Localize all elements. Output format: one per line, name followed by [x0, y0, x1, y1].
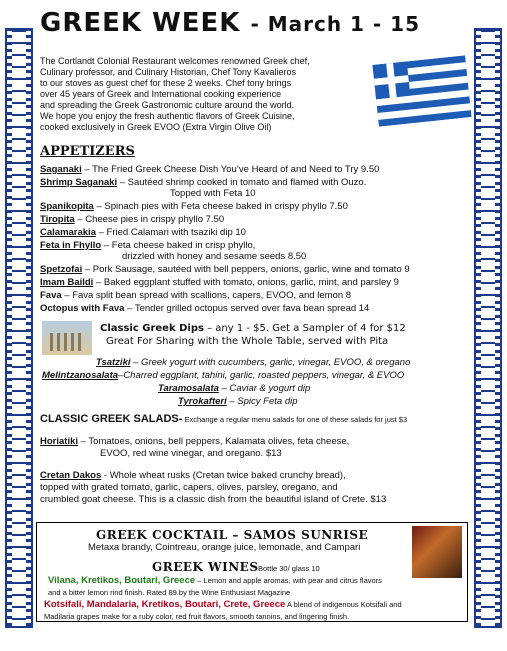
menu-item: Octopus with Fava – Tender grilled octopus served over fava bean spread 14	[40, 303, 370, 314]
salads-heading: CLASSIC GREEK SALADS- Exchange a regular menu salads for one of these salads for just $3	[40, 413, 408, 425]
wines-price: Bottle 30/ glass 10	[258, 564, 320, 573]
menu-item-cont: Topped with Feta 10	[170, 188, 256, 199]
dips-header: Classic Greek Dips – any 1 - $5. Get a Sampler of 4 for $12 Great For Sharing with the Whole Table, served with Pita	[100, 323, 406, 347]
dip-item: Tyrokafteri – Spicy Feta dip	[178, 396, 298, 407]
menu-item: Saganaki – The Fried Greek Cheese Dish You’ve Heard of and Need to Try 9.50	[40, 164, 380, 175]
salad-item: Horiatiki – Tomatoes, onions, bell peppers, Kalamata olives, feta cheese,	[40, 436, 350, 447]
dip-item: Taramosalata – Caviar & yogurt dip	[158, 383, 311, 394]
dip-item: Tsatziki – Greek yogurt with cucumbers, garlic, vinegar, EVOO, & oregano	[96, 357, 411, 368]
dip-item: Melintzanosalata–Charred eggplant, tahini, garlic, roasted peppers, vinegar, & EVOO	[42, 370, 405, 381]
wines-title: GREEK WINES	[152, 560, 259, 574]
date-range: - March 1 - 15	[250, 12, 420, 36]
greek-flag-image	[369, 55, 475, 127]
menu-item: Spanikopita – Spinach pies with Feta cheese baked in crispy phyllo 7.50	[40, 201, 348, 212]
intro-paragraph: The Cortlandt Colonial Restaurant welcomes renowned Greek chef, Culinary professor, and Culinary Historian, Chef Tony Kavalieros to our stoves as guest chef for these 2 weeks. Chef tony brings over 45 years of Greek and International cooking experience and spreading the Greek Gastronomic culture around the world. We hope you enjoy the fresh authentic flavors of Greek Cuisine, cooked exclusively in Greek EVOO (Extra Virgin Olive Oil)	[40, 56, 310, 132]
cocktail-photo	[412, 526, 462, 578]
salad-item-cont: topped with grated tomato, garlic, capers, olives, parsley, oregano, and	[40, 482, 338, 493]
page-title: GREEK WEEK - March 1 - 15	[40, 8, 420, 38]
red-wine: Kotsifali, Mandalaria, Kretikos, Boutari, Crete, Greece A blend of indigenous Kotsifali and	[44, 599, 402, 610]
parthenon-image	[42, 321, 92, 355]
red-wine-cont: Madilaria grapes make for a ruby color, red fruit flavors, smooth tannins, and lingering finish.	[44, 612, 350, 621]
salad-item: Cretan Dakos - Whole wheat rusks (Cretan twice baked crunchy bread),	[40, 470, 346, 481]
menu-item: Calamarakia – Fried Calamari with tsaziki dip 10	[40, 227, 246, 238]
menu-item: Spetzofai – Pork Sausage, sautéed with bell peppers, onions, garlic, wine and tomato 9	[40, 264, 410, 275]
salad-item-cont: crumbled goat cheese. This is a classic dish from the beautiful island of Crete. $13	[40, 494, 387, 505]
menu-item: Feta in Fhyllo – Feta cheese baked in crisp phyllo,	[40, 240, 256, 251]
white-wine: Vilana, Kretikos, Boutari, Greece – Lemon and apple aromas, with pear and citrus flavors	[48, 575, 382, 586]
appetizers-heading: APPETIZERS	[40, 144, 135, 159]
white-wine-cont: and a bitter lemon rind finish. Rated 89 by the Wine Enthusiast Magazine	[48, 588, 291, 597]
salad-item-cont: EVOO, red wine vinegar, and oregano. $13	[100, 448, 282, 459]
cocktail-title: GREEK COCKTAIL – SAMOS SUNRISE	[96, 528, 369, 542]
menu-item: Imam Baildi – Baked eggplant stuffed with tomato, onions, garlic, mint, and parsley 9	[40, 277, 399, 288]
greek-key-border-right	[474, 28, 502, 628]
greek-key-border-left	[5, 28, 33, 628]
menu-item: Tiropita – Cheese pies in crispy phyllo 7.50	[40, 214, 225, 225]
menu-item: Shrimp Saganaki – Sautéed shrimp cooked in tomato and flamed with Ouzo.	[40, 177, 367, 188]
cocktail-desc: Metaxa brandy, Cointreau, orange juice, lemonade, and Campari	[88, 542, 361, 553]
menu-item: Fava – Fava split bean spread with scallions, capers, EVOO, and lemon 8	[40, 290, 352, 301]
menu-item-cont: drizzled with honey and sesame seeds 8.50	[122, 251, 307, 262]
